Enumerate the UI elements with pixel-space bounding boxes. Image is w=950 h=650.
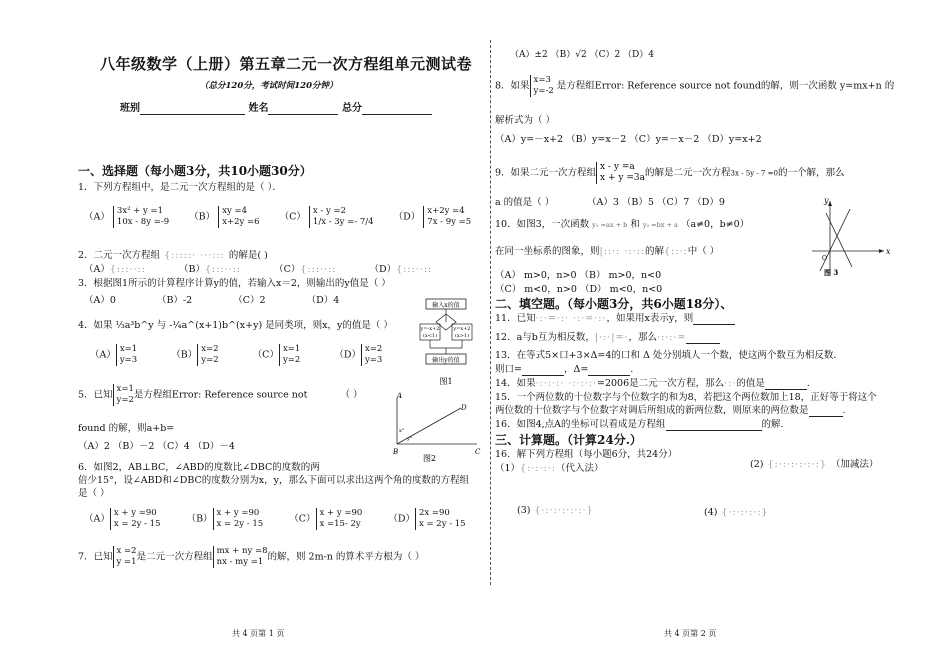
- right-page-footer: 共 4 页第 2 页: [664, 629, 717, 638]
- question-2-options: （A）{:::··:: （B）{:::··:: （C）{:::··:: （D）{:::··::: [84, 264, 433, 275]
- question-10-options-1: （A） m>0，n>0 （B） m>0，n<0: [495, 270, 662, 281]
- question-15: 15．一个两位数的十位数字与个位数字的和为8，若把这个两位数加上18，正好等于将这个: [495, 392, 877, 403]
- svg-text:x°: x°: [399, 428, 405, 434]
- svg-text:x: x: [886, 247, 891, 256]
- question-8-continued: 解析式为（ ）: [495, 115, 556, 126]
- figure-3-graph: [810, 195, 890, 279]
- question-10-continued: 在同一坐标系的图象，则|::·: ·:·::的解{::·:中（ ）: [495, 246, 720, 257]
- calc-problem-1: （1）{:·:·:·:（代入法）: [495, 463, 604, 474]
- header-fields: [120, 103, 432, 115]
- question-14: 14．如果·:·:·:· ·:·:·:·=2006是二元一次方程，那么·:·的值是 .: [495, 378, 810, 389]
- fig1-output-text: 输出y的值: [432, 357, 460, 364]
- q1-option-c-system: x - y =2 1/x - 3y =- 7/4: [309, 206, 374, 228]
- question-1: 1．下列方程组中，是二元一次方程组的是（ ）．: [78, 182, 282, 193]
- question-15-continued: 两位数的十位数字与个位数字对调后所组成的新两位数，则原来的两位数是 .: [495, 405, 846, 416]
- q1-option-d-system: x+2y =4 7x - 9y =5: [423, 206, 471, 228]
- calc-problem-4: (4) {·:·:·:·:}: [704, 507, 769, 518]
- q1-option-b-label: （B）: [189, 211, 216, 223]
- question-9-options: （A）3 （B）5 （C）7 （D）9: [587, 197, 725, 208]
- svg-text:y=-x+2: y=-x+2: [420, 326, 440, 332]
- fig2-caption: 图2: [423, 454, 437, 463]
- question-8-options: （A）y=－x+2 （B）y=x－2 （C）y=－x－2 （D）y=x+2: [495, 134, 762, 145]
- fig3-caption: 图 3: [824, 268, 839, 277]
- q7-options: （A）±2 （B）√2 （C）2 （D）4: [510, 50, 654, 60]
- right-page: [492, 0, 950, 650]
- calc-problem-3: (3) {·:·:·:·:·:·}: [517, 505, 594, 516]
- question-1-options: [84, 206, 471, 228]
- class-label: 班别: [120, 103, 140, 114]
- svg-text:C: C: [475, 448, 481, 456]
- question-6-line-3: 是（ ）: [78, 488, 110, 499]
- svg-text:O: O: [822, 255, 827, 262]
- question-4: 4．如果 ⅓a³b^y 与 -¼a^(x+1)b^(x+y) 是同类项，则x，y的值是（ ）: [78, 320, 393, 331]
- question-5: 5．已知x=1 y=2是方程组Error: Reference source not （ ）: [78, 384, 363, 405]
- question-6-options: （A）x + y =90 x = 2y - 15 （B）x + y =90 x = 2y - 15 （C）x + y =90 x =15- 2y （D）2x =90 x = 2y - 15: [84, 508, 466, 529]
- question-13: 13．在等式5×口+3×Δ=4的口和 Δ 处分别填人一个数，使这两个数互为相反数．: [495, 350, 843, 361]
- question-5-options: （A）2 （B）－2 （C）4 （D）－4: [78, 441, 235, 452]
- question-11: 11．已知·:·=·:· ·:·=·:·，如果用x表示y，则: [495, 313, 735, 325]
- svg-text:y: y: [824, 196, 829, 205]
- q1-option-a-system: 3x² + y =1 10x - 8y =-9: [113, 206, 169, 228]
- question-13-blanks: 则口= ，Δ= .: [495, 364, 634, 375]
- svg-text:y=x+2: y=x+2: [453, 326, 471, 332]
- svg-text:B: B: [393, 448, 399, 456]
- question-12: 12．a与b互为相反数，|·:·|=·，那么·:·:·=: [495, 332, 720, 344]
- fig1-input-text: 输入x的值: [432, 302, 460, 309]
- q1-option-c-label: （C）: [279, 211, 306, 223]
- section-3-heading: 三、计算题。（计算24分.）: [495, 433, 642, 447]
- question-10-options-2: （C） m<0，n>0 （D） m<0，n<0: [495, 284, 663, 295]
- figure-1-flowchart: [420, 298, 480, 388]
- q1-option-b-system: xy =4 x+2y =6: [218, 206, 259, 228]
- section-1-heading: 一、选择题（每小题3分，共10小题30分）: [78, 164, 312, 178]
- q1-option-d-label: （D）: [393, 211, 421, 223]
- svg-text:(x>1): (x>1): [454, 333, 470, 339]
- question-7: 7．已知x =2 y =1是二元一次方程组mx + ny =8 nx - my =1 的解，则 2m-n 的算术平方根为（ ）: [78, 546, 425, 567]
- svg-text:A: A: [397, 392, 403, 400]
- question-9-continued: a 的值是（ ）: [495, 197, 555, 208]
- question-3: 3．根据图1所示的计算程序计算y的值，若输入x＝2，则输出的y值是（ ）: [78, 278, 391, 289]
- question-16-calc: 16．解下列方程组（每小题6分，共24分）: [495, 449, 678, 460]
- figure-2-angles: [385, 392, 485, 462]
- question-6-line-1: 6．如图2，AB⊥BC，∠ABD的度数比∠DBC的度数的两: [78, 462, 320, 473]
- question-2: 2．二元一次方程组 {:::::· ···::: 的解是( ): [78, 250, 268, 261]
- question-6-line-2: 倍少15°，设∠ABD和∠DBC的度数分别为x，y，那么下面可以求出这两个角的度数的方程组: [78, 475, 469, 486]
- question-8: 8．如果x=3 y=-2 是方程组Error: Reference source not found的解，则一次函数 y=mx+n 的: [495, 75, 895, 96]
- question-3-options: （A）0 （B）-2 （C）2 （D）4: [84, 295, 340, 306]
- fig1-caption: 图1: [439, 377, 453, 386]
- question-10: 10．如图3，一次函数 y₁ =ax + b 和 y₂ =bx + a （a≠0，b≠0）: [495, 219, 750, 230]
- svg-text:y°: y°: [407, 436, 413, 442]
- calc-problem-2: (2) {:·:·:·:·:·:} （加减法）: [750, 459, 879, 470]
- name-label: 姓名: [248, 103, 269, 114]
- question-5-continued: found 的解，则a+b=: [78, 423, 175, 434]
- left-page-footer: 共 4 页第 1 页: [232, 629, 285, 638]
- section-2-heading: 二、填空题。（每小题3分，共6小题18分）、: [495, 297, 733, 311]
- q1-option-a-label: （A）: [84, 211, 110, 223]
- page-divider: [490, 40, 491, 585]
- svg-text:D: D: [461, 404, 467, 412]
- question-16-fill: 16．如图4,点A的坐标可以看成是方程组 的解.: [495, 419, 784, 430]
- question-4-options: （A）x=1 y=3 （B）x=2 y=2 （C）x=1 y=2 （D）x=2 y=3: [90, 344, 383, 365]
- score-label: 总分: [341, 103, 362, 114]
- question-9: 9．如果二元一次方程组x - y =a x + y =3a的解是二元一次方程3x - 5y - 7 =0的一个解，那么: [495, 162, 845, 183]
- page-title: 八年级数学（上册）第五章二元一次方程组单元测试卷: [100, 55, 473, 73]
- page-subtitle: （总分120分，考试时间120分钟）: [200, 81, 338, 91]
- svg-text:(x<1): (x<1): [422, 333, 438, 339]
